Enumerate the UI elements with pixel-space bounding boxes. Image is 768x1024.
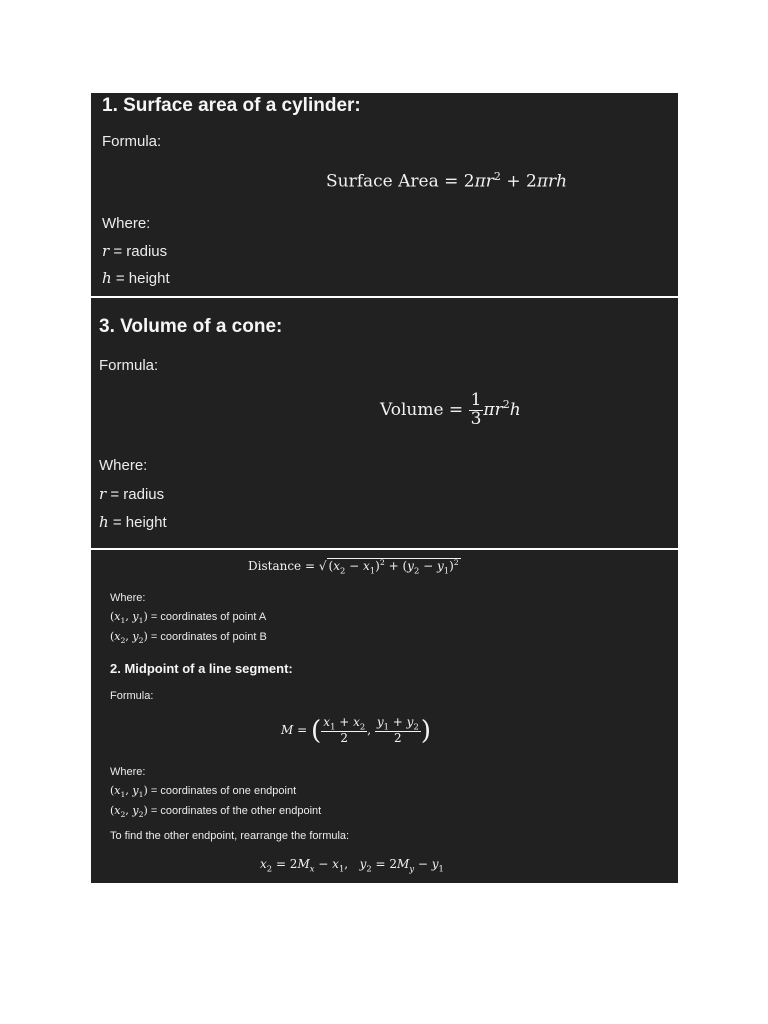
midpoint-endpoint-1: ($x_1$, $y_1$) = coordinates of one endpoint [110,784,297,800]
cone-formula-lhs: Volume [380,399,444,420]
var-desc: = radius [110,486,165,503]
x-fraction: $\frac{x_1 + x_2}{2}$ [323,715,366,746]
cylinder-where-label: Where: [102,215,151,232]
cylinder-formula: Surface Area = $2\pi r^2 + 2\pi rh$ [326,170,568,192]
fraction-denominator: 3 [470,408,482,429]
midpoint-formula-lhs: M [281,723,294,737]
distance-formula-lhs: Distance [248,559,302,573]
var-symbol: r [99,485,107,503]
distance-point-b: ($x_2$, $y_2$) = coordinates of point B [110,630,267,646]
cone-formula: Volume = $\frac{1}{3}$ $\pi r^2h$ [380,390,521,429]
midpoint-formula: M = ( $\frac{x_1 + x_2}{2}$ , $\frac{y_1 + y_2}{2}$ ) [281,715,432,746]
distance-point-a: ($x_1$, $y_1$) = coordinates of point A [110,610,267,626]
cone-heading: 3. Volume of a cone: [99,316,283,337]
cylinder-formula-lhs: Surface Area [326,171,439,192]
rearrange-text: To find the other endpoint, rearrange the formula: [110,830,350,842]
cylinder-section [91,93,678,296]
var-symbol: h [102,269,112,287]
var-desc: = height [115,270,170,287]
cone-var-r [99,485,164,503]
var-desc: = height [112,514,167,531]
midpoint-formula-label: Formula: [110,690,154,702]
distance-where-label: Where: [110,592,146,604]
point-b-desc: = coordinates of point B [150,631,267,643]
cone-where-label: Where: [99,457,148,474]
fraction-numerator: 1 [470,390,482,410]
cone-section [91,298,678,548]
distance-formula: Distance = √ $(x_2 - x_1)^2 + (y_2 - y_1)^2$ [248,558,459,576]
midpoint-where-label: Where: [110,766,146,778]
point-a-desc: = coordinates of point A [150,611,267,623]
var-desc: = radius [113,243,168,260]
cylinder-formula-label: Formula: [102,133,162,150]
y-fraction: $\frac{y_1 + y_2}{2}$ [376,715,419,746]
endpoint-1-desc: = coordinates of one endpoint [150,785,297,797]
endpoint-2-desc: = coordinates of the other endpoint [150,805,322,817]
var-symbol: h [99,513,109,531]
cylinder-var-r [102,242,167,260]
one-third-fraction [469,392,484,429]
var-symbol: r [102,242,110,260]
cylinder-heading: 1. Surface area of a cylinder: [102,95,361,116]
midpoint-heading: 2. Midpoint of a line segment: [110,661,293,676]
midpoint-endpoint-2: ($x_2$, $y_2$) = coordinates of the other endpoint [110,804,322,820]
cone-formula-label: Formula: [99,357,159,374]
cylinder-var-h [102,269,170,287]
cone-var-h [99,513,167,531]
distance-midpoint-section [91,550,678,883]
rearranged-formula: $x_2 = 2M_x - x_1$, $y_2 = 2M_y - y_1$ [260,857,444,874]
